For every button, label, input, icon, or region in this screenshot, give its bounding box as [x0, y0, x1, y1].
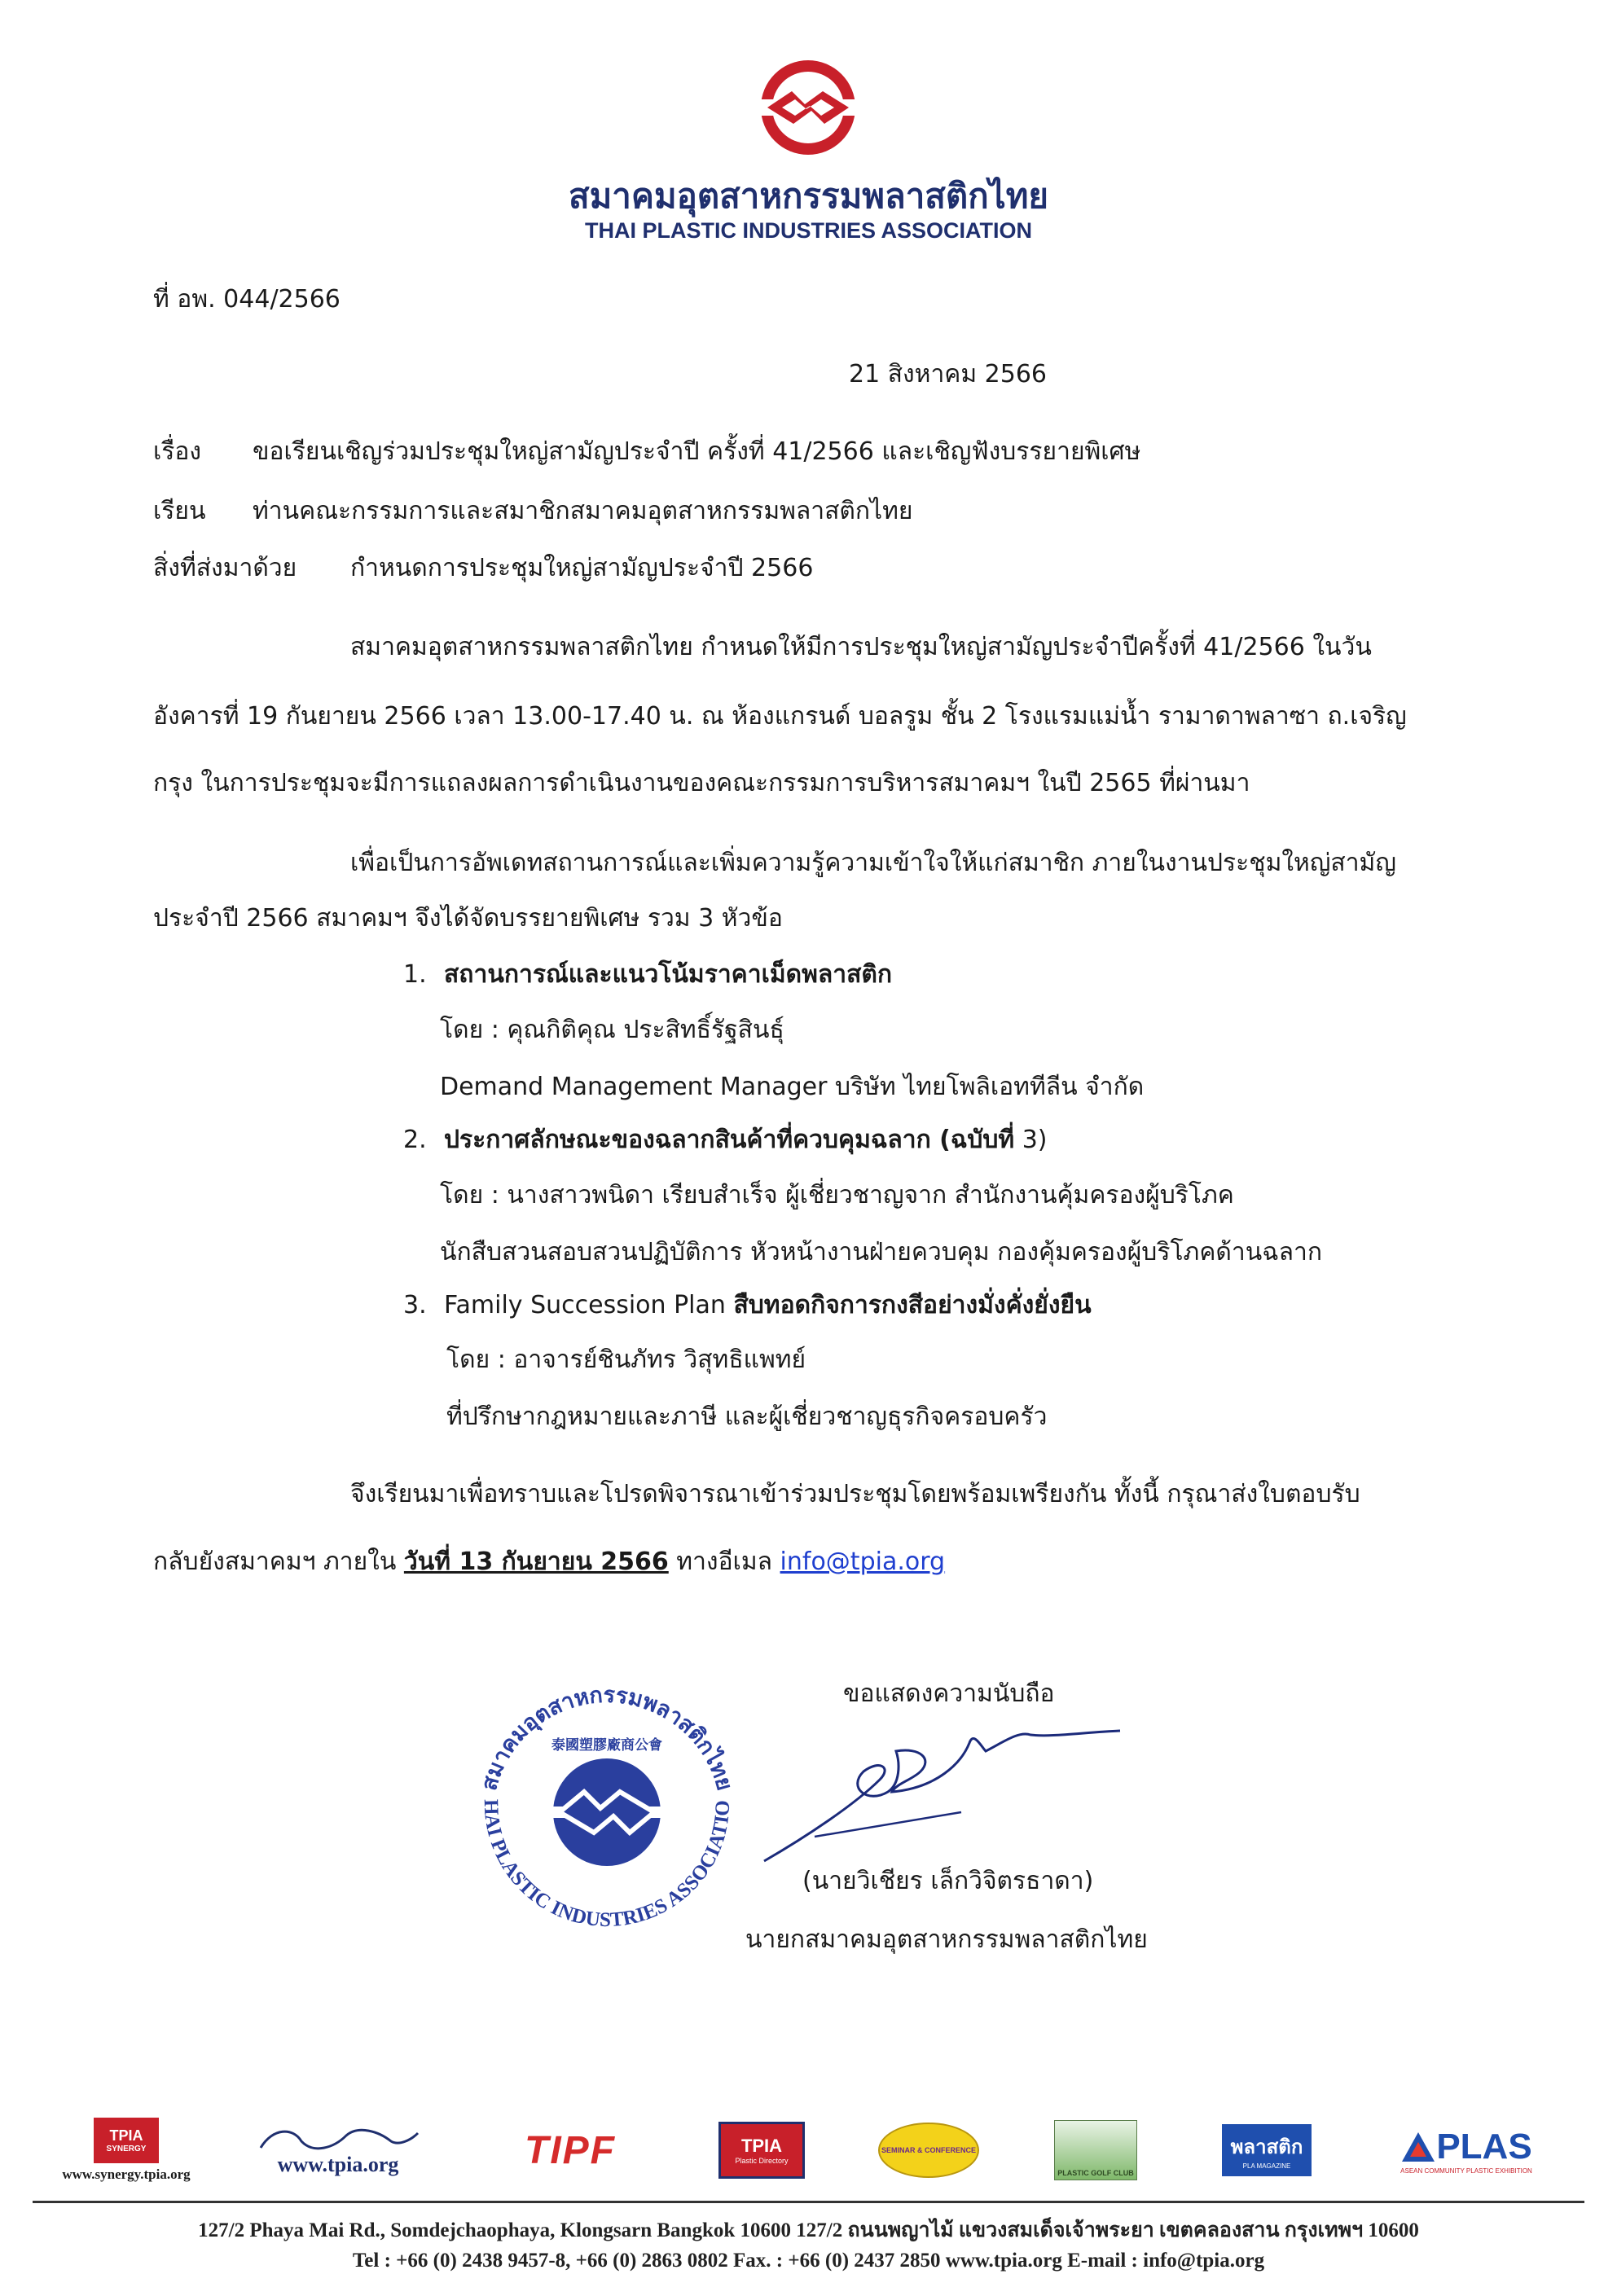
- subject-text: ขอเรียนเชิญร่วมประชุมใหญ่สามัญประจำปี ครั้งที่ 41/2566 และเชิญฟังบรรยายพิเศษ: [253, 437, 1141, 466]
- topic-title-prefix: Family Succession Plan: [444, 1291, 734, 1319]
- topic-title: [444, 959, 892, 991]
- association-seal: [460, 1662, 754, 1955]
- seal-top-text: สมาคมอุตสาหกรรมพลาสติกไทย: [476, 1682, 738, 1793]
- seal-chinese-text: 泰國塑膠廠商公會: [551, 1737, 662, 1754]
- footer-contact: Tel : +66 (0) 2438 9457-8, +66 (0) 2863 0802 Fax. : +66 (0) 2437 2850 www.tpia.org E-mail : info@tpia.org: [352, 2250, 1265, 2272]
- signatory-name: (นายวิเชียร เล็กวิจิตรธาดา): [802, 1867, 1094, 1895]
- paragraph1-line: กรุง ในการประชุมจะมีการแถลงผลการดำเนินงานของคณะกรรมการบริหารสมาคมฯ ในปี 2565 ที่ผ่านมา: [153, 769, 1250, 797]
- topic-speaker: โดย : คุณกิติคุณ ประสิทธิ์รัฐสินธุ์: [440, 1016, 784, 1044]
- footer-logo-magazine[interactable]: [1214, 2118, 1320, 2183]
- org-name-english: THAI PLASTIC INDUSTRIES ASSOCIATION: [584, 218, 1033, 243]
- topic-title-bold: ประกาศลักษณะของฉลากสินค้าที่ควบคุมฉลาก (ฉบับที่: [444, 1126, 1015, 1154]
- reference-number: ที่ อพ. 044/2566: [153, 285, 341, 314]
- topic-speaker: โดย : อาจารย์ชินภัทร วิสุทธิแพทย์: [446, 1346, 806, 1374]
- topic-number: 3.: [403, 1291, 427, 1319]
- paragraph2-line: ประจำปี 2566 สมาคมฯ จึงได้จัดบรรยายพิเศษ รวม 3 หัวข้อ: [153, 904, 783, 933]
- paragraph2-line: เพื่อเป็นการอัพเดทสถานการณ์และเพิ่มความรู้ความเข้าใจให้แก่สมาชิก ภายในงานประชุมใหญ่สามัญ: [350, 849, 1396, 877]
- paragraph1-line: อังคารที่ 19 กันยายน 2566 เวลา 13.00-17.40 น. ณ ห้องแกรนด์ บอลรูม ชั้น 2 โรงแรมแม่น้ำ รามาดาพลาซา ถ.เจริญ: [153, 702, 1407, 731]
- footer-logo-tipf[interactable]: [489, 2118, 652, 2183]
- topic-number: 1.: [403, 960, 427, 989]
- topic-title: [444, 1289, 1092, 1322]
- footer-logo-synergy[interactable]: [33, 2118, 220, 2183]
- magazine-logo-label: พลาสติก: [1230, 2136, 1303, 2158]
- closing-line: [153, 1546, 945, 1578]
- tpia-logo-icon: [749, 57, 868, 163]
- tipf-logo-label: TIPF: [525, 2128, 616, 2172]
- topic-title-bold: สืบทอดกิจการกงสีอย่างมั่งคั่งยั่งยืน: [733, 1291, 1092, 1319]
- signatory-position: นายกสมาคมอุตสาหกรรมพลาสติกไทย: [745, 1925, 1148, 1954]
- footer-logo-website[interactable]: [236, 2118, 440, 2183]
- letter-date: 21 สิงหาคม 2566: [849, 360, 1048, 389]
- contact-email-link[interactable]: info@tpia.org: [780, 1547, 946, 1576]
- synergy-logo-caption: www.synergy.tpia.org: [62, 2166, 191, 2182]
- handwritten-signature-icon: [758, 1714, 1132, 1869]
- topic-title: [444, 1124, 1048, 1157]
- directory-logo-sub: Plastic Directory: [735, 2157, 789, 2165]
- footer-logo-golf[interactable]: [1047, 2118, 1145, 2183]
- wave-icon: [257, 2123, 420, 2153]
- signature-image: [758, 1714, 1132, 1869]
- seal-bottom-text: HAI PLASTIC INDUSTRIES ASSOCIATIO: [479, 1798, 735, 1932]
- paragraph1-line: สมาคมอุตสาหกรรมพลาสติกไทย กำหนดให้มีการประชุมใหญ่สามัญประจำปีครั้งที่ 41/2566 ในวัน: [350, 633, 1372, 661]
- seminar-logo-label: SEMINAR & CONFERENCE: [881, 2146, 976, 2154]
- association-seal-icon: [460, 1662, 754, 1955]
- plas-logo-sub: ASEAN COMMUNITY PLASTIC EXHIBITION: [1400, 2166, 1532, 2175]
- synergy-logo-label: TPIA: [109, 2127, 143, 2144]
- directory-logo-label: TPIA: [740, 2136, 783, 2156]
- website-logo-label: www.tpia.org: [277, 2153, 399, 2176]
- topic-speaker-detail: นักสืบสวนสอบสวนปฏิบัติการ หัวหน้างานฝ่ายควบคุม กองคุ้มครองผู้บริโภคด้านฉลาก: [440, 1238, 1323, 1267]
- synergy-logo-sub: SYNERGY: [106, 2145, 147, 2153]
- footer-address: 127/2 Phaya Mai Rd., Somdejchaophaya, Klongsarn Bangkok 10600 127/2 ถนนพญาไม้ แขวงสมเด็จเจ้าพระยา เขตคลองสาน กรุงเทพฯ 10600: [198, 2219, 1419, 2241]
- org-name-thai: สมาคมอุตสาหกรรมพลาสติกไทย: [568, 176, 1049, 216]
- reply-deadline: วันที่ 13 กันยายน 2566: [403, 1547, 669, 1576]
- topic-title-suffix: 3): [1014, 1126, 1048, 1154]
- footer-logo-seminar[interactable]: [872, 2118, 986, 2183]
- recipient-text: ท่านคณะกรรมการและสมาชิกสมาคมอุตสาหกรรมพลาสติกไทย: [253, 497, 913, 525]
- footer-logo-plas[interactable]: [1369, 2118, 1564, 2183]
- topic-number: 2.: [403, 1126, 427, 1154]
- closing-prefix: กลับยังสมาคมฯ ภายใน: [153, 1547, 404, 1576]
- golf-logo-label: PLASTIC GOLF CLUB: [1057, 2169, 1134, 2177]
- footer-logo-directory[interactable]: [713, 2118, 811, 2183]
- enclosure-text: กำหนดการประชุมใหญ่สามัญประจำปี 2566: [350, 554, 814, 582]
- closing-mid: ทางอีเมล: [668, 1547, 780, 1576]
- topic-title-bold: สถานการณ์และแนวโน้มราคาเม็ดพลาสติก: [444, 960, 893, 989]
- footer-divider: [33, 2201, 1584, 2203]
- enclosure-label: สิ่งที่ส่งมาด้วย: [153, 554, 297, 582]
- topic-speaker-detail: ที่ปรึกษากฎหมายและภาษี และผู้เชี่ยวชาญธุรกิจครอบครัว: [446, 1403, 1048, 1431]
- closing-line: จึงเรียนมาเพื่อทราบและโปรดพิจารณาเข้าร่วมประชุมโดยพร้อมเพรียงกัน ทั้งนี้ กรุณาส่งใบตอบรับ: [350, 1480, 1360, 1508]
- org-logo: [749, 57, 868, 163]
- topic-speaker: โดย : นางสาวพนิดา เรียบสำเร็จ ผู้เชี่ยวชาญจาก สำนักงานคุ้มครองผู้บริโภค: [440, 1181, 1234, 1209]
- recipient-label: เรียน: [153, 497, 206, 525]
- plas-logo-label: PLAS: [1436, 2126, 1532, 2166]
- plas-triangle-icon: [1400, 2131, 1436, 2163]
- closing-regards: ขอแสดงความนับถือ: [843, 1679, 1055, 1708]
- subject-label: เรื่อง: [153, 437, 202, 466]
- magazine-logo-sub: PLA MAGAZINE: [1242, 2162, 1291, 2170]
- topic-speaker-detail: Demand Management Manager บริษัท ไทยโพลิเอททีลีน จำกัด: [440, 1073, 1145, 1101]
